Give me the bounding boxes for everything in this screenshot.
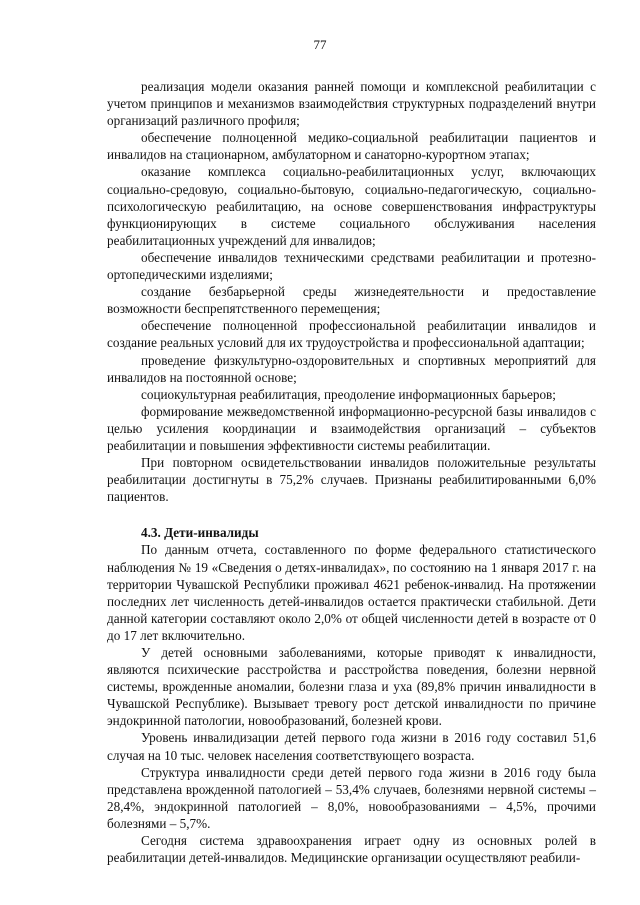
paragraph: Уровень инвалидизации детей первого года жизни в 2016 году составил 51,6 случая на 10 тыс. человек населения соответствующего возраста. — [107, 730, 596, 763]
list-item: проведение физкультурно-оздоровительных и спортивных мероприятий для инвалидов на постоянной основе; — [107, 352, 596, 385]
list-item: оказание комплекса социально-реабилитационных услуг, включающих социально-средовую, социально-бытовую, социально-педагогическую, социально-психологическую реабилитацию, на основе совершенствования инфраструктуры функционирующих в системе социального обслуживания населения реабилитационных учреждений для инвалидов; — [107, 164, 596, 248]
list-item: обеспечение полноценной профессиональной реабилитации инвалидов и создание реальных условий для их трудоустройства и профессиональной адаптации; — [107, 318, 596, 351]
list-item: обеспечение инвалидов техническими средствами реабилитации и протезно-ортопедическими изделиями; — [107, 249, 596, 283]
list-item: формирование межведомственной информационно-ресурсной базы инвалидов с целью усиления координации и взаимодействия организаций – субъектов реабилитации и повышения эффективности системы реабилитации. — [107, 403, 596, 453]
paragraph: Сегодня система здравоохранения играет одну из основных ролей в реабилитации детей-инвалидов. Медицинские организации осуществляют реабили- — [107, 833, 596, 866]
paragraph: У детей основными заболеваниями, которые приводят к инвалидности, являются психические расстройства и расстройства поведения, болезни нервной системы, врожденные аномалии, болезни глаза и уха (89,8% причин инвалидности в Чувашской Республике). Вызывает тревогу рост детской инвалидности по причине эндокринной патологии, новообразований, болезней крови. — [107, 645, 596, 729]
list-item: обеспечение полноценной медико-социальной реабилитации пациентов и инвалидов на стационарном, амбулаторном и санаторно-курортном этапах; — [107, 130, 596, 163]
section-heading: 4.3. Дети-инвалиды — [141, 525, 259, 541]
list-item: создание безбарьерной среды жизнедеятельности и предоставление возможности беспрепятственного перемещения; — [107, 284, 596, 317]
paragraph: По данным отчета, составленного по форме федерального статистического наблюдения № 19 «Сведения о детях-инвалидах», по состоянию на 1 января 2017 г. на территории Чувашской Республики проживал 4621 ребенок-инвалид. На протяжении последних лет численность детей-инвалидов остается практически стабильной. Дети данной категории составляют около 2,0% от общей численности детей в возрасте от 0 до 17 лет включительно. — [107, 542, 596, 643]
body-text — [107, 78, 596, 866]
page-number: 77 — [313, 37, 327, 52]
list-item: реализация модели оказания ранней помощи и комплексной реабилитации с учетом принципов и механизмов взаимодействия структурных подразделений внутри организаций различного профиля; — [107, 79, 596, 129]
list-item: социокультурная реабилитация, преодоление информационных барьеров; — [141, 386, 556, 402]
paragraph: Структура инвалидности среди детей первого года жизни в 2016 году была представлена врожденной патологией – 53,4% случаев, болезнями нервной системы – 28,4%, эндокринной патологией – 8,0%, новообразованиями – 4,5%, прочими болезнями – 5,7%. — [107, 764, 596, 831]
paragraph: При повторном освидетельствовании инвалидов положительные результаты реабилитации достигнуты в 75,2% случаев. Признаны реабилитированными 6,0% пациентов. — [107, 455, 596, 505]
